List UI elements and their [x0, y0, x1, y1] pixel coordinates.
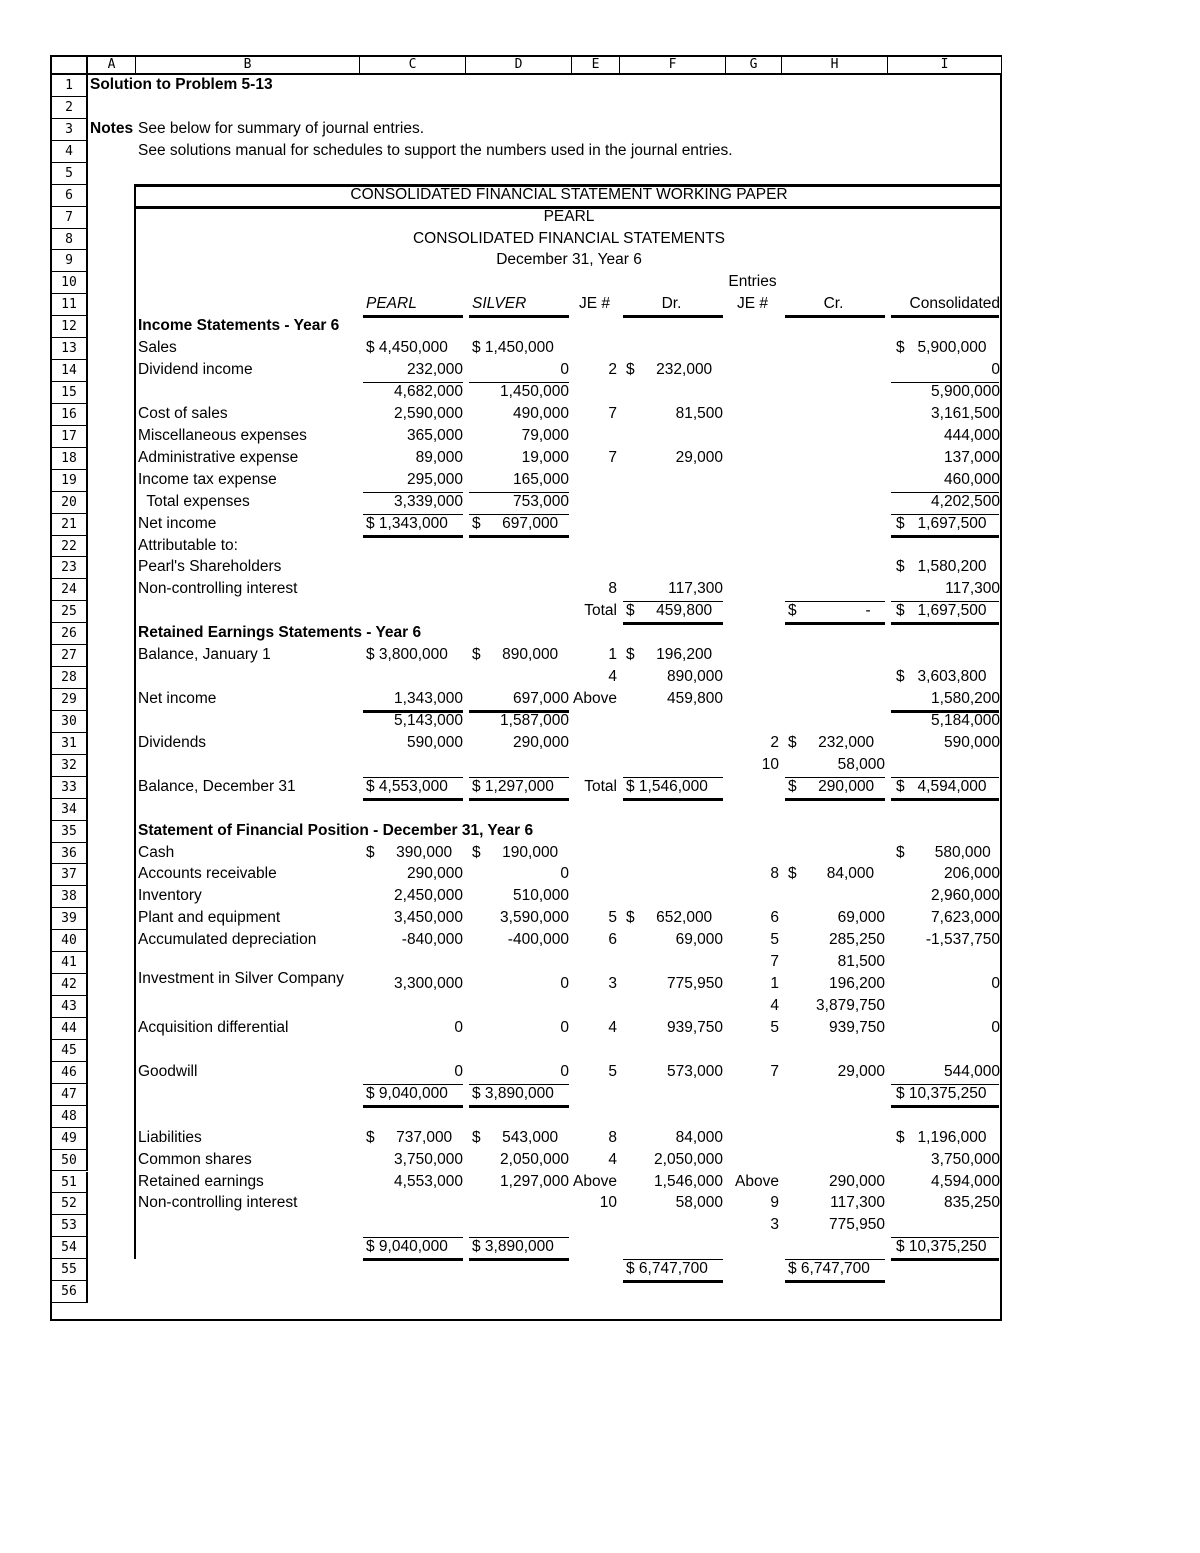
- cell-c11[interactable]: PEARL: [366, 295, 417, 313]
- cell-g31[interactable]: 2: [770, 733, 779, 751]
- cell-i23[interactable]: $ 1,580,200: [896, 558, 987, 576]
- cell-c17[interactable]: 365,000: [406, 426, 463, 444]
- cell-g42[interactable]: 1: [770, 975, 779, 993]
- cell-t8[interactable]: CONSOLIDATED FINANCIAL STATEMENTS: [412, 229, 726, 247]
- row-header-1[interactable]: 1: [52, 75, 88, 97]
- cell-h31[interactable]: $ 232,000: [788, 733, 875, 751]
- row-header-6[interactable]: 6: [52, 185, 88, 207]
- cell-b21[interactable]: Net income: [138, 514, 217, 532]
- cell-b50[interactable]: Common shares: [138, 1150, 252, 1168]
- cell-b23[interactable]: Pearl's Shareholders: [138, 558, 282, 576]
- row-header-32[interactable]: 32: [52, 755, 88, 777]
- row-header-44[interactable]: 44: [52, 1018, 88, 1040]
- row-header-49[interactable]: 49: [52, 1128, 88, 1150]
- cell-i39[interactable]: 7,623,000: [931, 909, 1000, 927]
- column-header-c[interactable]: C: [360, 57, 466, 75]
- cell-g10[interactable]: Entries: [728, 273, 777, 291]
- row-header-43[interactable]: 43: [52, 996, 88, 1018]
- cell-b27[interactable]: Balance, January 1: [138, 646, 271, 664]
- cell-c39[interactable]: 3,450,000: [394, 909, 463, 927]
- cell-f27[interactable]: $ 196,200: [626, 646, 713, 664]
- cell-d31[interactable]: 290,000: [512, 733, 569, 751]
- row-header-36[interactable]: 36: [52, 843, 88, 865]
- cell-d11[interactable]: SILVER: [472, 295, 527, 313]
- cell-h55[interactable]: $ 6,747,700: [788, 1260, 870, 1278]
- cell-i14[interactable]: 0: [991, 361, 1000, 379]
- row-header-54[interactable]: 54: [52, 1237, 88, 1259]
- column-header-h[interactable]: H: [782, 57, 888, 75]
- cell-i13[interactable]: $ 5,900,000: [896, 339, 987, 357]
- cell-e24[interactable]: 8: [608, 580, 617, 598]
- cell-i42[interactable]: 0: [991, 975, 1000, 993]
- cell-i46[interactable]: 544,000: [943, 1062, 1000, 1080]
- cell-g46[interactable]: 7: [770, 1062, 779, 1080]
- cell-c54[interactable]: $ 9,040,000: [366, 1238, 448, 1256]
- cell-h44[interactable]: 939,750: [828, 1018, 885, 1036]
- cell-h52[interactable]: 117,300: [830, 1194, 885, 1212]
- cell-i17[interactable]: 444,000: [943, 426, 1000, 444]
- row-header-40[interactable]: 40: [52, 930, 88, 952]
- cell-f25[interactable]: $ 459,800: [626, 602, 713, 620]
- cell-h39[interactable]: 69,000: [837, 909, 885, 927]
- column-header-b[interactable]: B: [136, 57, 360, 75]
- cell-e44[interactable]: 4: [608, 1018, 617, 1036]
- row-header-25[interactable]: 25: [52, 601, 88, 623]
- cell-b3[interactable]: See below for summary of journal entries.: [138, 119, 425, 137]
- cell-f52[interactable]: 58,000: [675, 1194, 723, 1212]
- cell-h32[interactable]: 58,000: [837, 755, 885, 773]
- cell-g32[interactable]: 10: [761, 755, 779, 773]
- cell-b39[interactable]: Plant and equipment: [138, 909, 281, 927]
- cell-t7[interactable]: PEARL: [543, 207, 595, 225]
- cell-d51[interactable]: 1,297,000: [500, 1172, 569, 1190]
- row-header-4[interactable]: 4: [52, 141, 88, 163]
- cell-e51[interactable]: Above: [573, 1172, 617, 1190]
- cell-i29[interactable]: 1,580,200: [931, 690, 1000, 708]
- column-header-g[interactable]: G: [726, 57, 782, 75]
- cell-i21[interactable]: $ 1,697,500: [896, 514, 987, 532]
- cell-c33[interactable]: $ 4,553,000: [366, 777, 448, 795]
- row-header-42[interactable]: 42: [52, 974, 88, 996]
- cell-f14[interactable]: $ 232,000: [626, 361, 713, 379]
- row-header-5[interactable]: 5: [52, 163, 88, 185]
- cell-b26[interactable]: Retained Earnings Statements - Year 6: [138, 624, 422, 642]
- cell-i15[interactable]: 5,900,000: [931, 383, 1000, 401]
- row-header-30[interactable]: 30: [52, 711, 88, 733]
- rule-line-46: [469, 1258, 569, 1261]
- row-header-50[interactable]: 50: [52, 1150, 88, 1172]
- cell-c37[interactable]: 290,000: [406, 865, 463, 883]
- cell-h33[interactable]: $ 290,000: [788, 777, 875, 795]
- cell-d49[interactable]: $ 543,000: [472, 1128, 559, 1146]
- cell-h43[interactable]: 3,879,750: [816, 997, 885, 1015]
- cell-g44[interactable]: 5: [770, 1018, 779, 1036]
- cell-f51[interactable]: 1,546,000: [654, 1172, 723, 1190]
- cell-c19[interactable]: 295,000: [406, 470, 463, 488]
- cell-c46[interactable]: 0: [454, 1062, 463, 1080]
- cell-d42[interactable]: 0: [560, 975, 569, 993]
- cell-g40[interactable]: 5: [770, 931, 779, 949]
- cell-i50[interactable]: 3,750,000: [931, 1150, 1000, 1168]
- cell-f50[interactable]: 2,050,000: [654, 1150, 723, 1168]
- cell-b12[interactable]: Income Statements - Year 6: [138, 317, 340, 335]
- cell-c27[interactable]: $ 3,800,000: [366, 646, 448, 664]
- cell-f18[interactable]: 29,000: [675, 448, 723, 466]
- cell-f11[interactable]: Dr.: [661, 295, 682, 313]
- cell-i49[interactable]: $ 1,196,000: [896, 1128, 987, 1146]
- row-header-28[interactable]: 28: [52, 667, 88, 689]
- cell-e46[interactable]: 5: [608, 1062, 617, 1080]
- cell-e25[interactable]: Total: [584, 602, 617, 620]
- cell-e52[interactable]: 10: [599, 1194, 617, 1212]
- row-header-9[interactable]: 9: [52, 250, 88, 272]
- row-header-8[interactable]: 8: [52, 229, 88, 251]
- cell-h46[interactable]: 29,000: [837, 1062, 885, 1080]
- cell-h25[interactable]: $ -: [788, 602, 871, 620]
- cell-a3[interactable]: Notes: [90, 119, 134, 137]
- cell-c30[interactable]: 5,143,000: [394, 711, 463, 729]
- cell-i31[interactable]: 590,000: [943, 733, 1000, 751]
- cell-d38[interactable]: 510,000: [512, 887, 569, 905]
- row-header-7[interactable]: 7: [52, 207, 88, 229]
- rule-line-45: [363, 1258, 463, 1261]
- cell-b4[interactable]: See solutions manual for schedules to support the numbers used in the journal entries.: [138, 141, 733, 159]
- cell-g39[interactable]: 6: [770, 909, 779, 927]
- cell-b17[interactable]: Miscellaneous expenses: [138, 426, 307, 444]
- row-header-14[interactable]: 14: [52, 360, 88, 382]
- row-header-16[interactable]: 16: [52, 404, 88, 426]
- column-header-e[interactable]: E: [572, 57, 620, 75]
- cell-i25[interactable]: $ 1,697,500: [896, 602, 987, 620]
- working-paper-left-border: [134, 185, 136, 1260]
- cell-f28[interactable]: 890,000: [666, 668, 723, 686]
- spreadsheet: [50, 55, 1002, 1321]
- cell-b19[interactable]: Income tax expense: [138, 470, 277, 488]
- cell-b29[interactable]: Net income: [138, 690, 217, 708]
- cell-e29[interactable]: Above: [573, 690, 617, 708]
- row-header-51[interactable]: 51: [52, 1172, 88, 1194]
- cell-d16[interactable]: 490,000: [512, 404, 569, 422]
- rule-line-33: [623, 798, 723, 801]
- cell-i52[interactable]: 835,250: [943, 1194, 1000, 1212]
- cell-b13[interactable]: Sales: [138, 339, 177, 357]
- cell-b42[interactable]: Investment in Silver Company: [138, 970, 344, 988]
- row-header-10[interactable]: 10: [52, 272, 88, 294]
- cell-h11[interactable]: Cr.: [823, 295, 844, 313]
- cell-d30[interactable]: 1,587,000: [500, 711, 569, 729]
- cell-g51[interactable]: Above: [735, 1172, 779, 1190]
- row-header-21[interactable]: 21: [52, 514, 88, 536]
- row-header-13[interactable]: 13: [52, 338, 88, 360]
- cell-c13[interactable]: $ 4,450,000: [366, 339, 448, 357]
- cell-c49[interactable]: $ 737,000: [366, 1128, 453, 1146]
- cell-c44[interactable]: 0: [454, 1018, 463, 1036]
- cell-i28[interactable]: $ 3,603,800: [896, 668, 987, 686]
- cell-d33[interactable]: $ 1,297,000: [472, 777, 554, 795]
- row-header-37[interactable]: 37: [52, 864, 88, 886]
- cell-d15[interactable]: 1,450,000: [500, 383, 569, 401]
- cell-g53[interactable]: 3: [770, 1216, 779, 1234]
- cell-d14[interactable]: 0: [560, 361, 569, 379]
- row-header-27[interactable]: 27: [52, 645, 88, 667]
- cell-e49[interactable]: 8: [608, 1128, 617, 1146]
- cell-b38[interactable]: Inventory: [138, 887, 202, 905]
- row-header-35[interactable]: 35: [52, 821, 88, 843]
- row-header-33[interactable]: 33: [52, 777, 88, 799]
- cell-b14[interactable]: Dividend income: [138, 361, 253, 379]
- cell-d36[interactable]: $ 190,000: [472, 843, 559, 861]
- cell-c14[interactable]: 232,000: [406, 361, 463, 379]
- cell-f33[interactable]: $ 1,546,000: [626, 777, 708, 795]
- cell-b18[interactable]: Administrative expense: [138, 448, 299, 466]
- cell-d19[interactable]: 165,000: [512, 470, 569, 488]
- cell-i33[interactable]: $ 4,594,000: [896, 777, 987, 795]
- cell-d40[interactable]: -400,000: [507, 931, 569, 949]
- cell-c40[interactable]: -840,000: [401, 931, 463, 949]
- row-header-46[interactable]: 46: [52, 1062, 88, 1084]
- rule-line-40: [469, 1105, 569, 1108]
- cell-e28[interactable]: 4: [608, 668, 617, 686]
- cell-h41[interactable]: 81,500: [837, 953, 885, 971]
- cell-b16[interactable]: Cost of sales: [138, 404, 228, 422]
- cell-i18[interactable]: 137,000: [943, 448, 1000, 466]
- cell-h42[interactable]: 196,200: [828, 975, 885, 993]
- cell-d54[interactable]: $ 3,890,000: [472, 1238, 554, 1256]
- row-header-29[interactable]: 29: [52, 689, 88, 711]
- cell-b49[interactable]: Liabilities: [138, 1128, 202, 1146]
- cell-h51[interactable]: 290,000: [828, 1172, 885, 1190]
- cell-f42[interactable]: 775,950: [666, 975, 723, 993]
- cell-t9[interactable]: December 31, Year 6: [496, 251, 642, 269]
- cell-b31[interactable]: Dividends: [138, 733, 207, 751]
- cell-c42[interactable]: 3,300,000: [394, 975, 463, 993]
- rule-line-35: [891, 798, 999, 801]
- column-header-i[interactable]: I: [888, 57, 1002, 75]
- cell-e18[interactable]: 7: [608, 448, 617, 466]
- cell-i30[interactable]: 5,184,000: [931, 711, 1000, 729]
- cell-i47[interactable]: $ 10,375,250: [896, 1084, 987, 1102]
- cell-f44[interactable]: 939,750: [666, 1018, 723, 1036]
- row-header-26[interactable]: 26: [52, 623, 88, 645]
- cell-f39[interactable]: $ 652,000: [626, 909, 713, 927]
- cell-b24[interactable]: Non-controlling interest: [138, 580, 298, 598]
- cell-i24[interactable]: 117,300: [945, 580, 1000, 598]
- cell-h40[interactable]: 285,250: [828, 931, 885, 949]
- row-header-31[interactable]: 31: [52, 733, 88, 755]
- cell-i37[interactable]: 206,000: [943, 865, 1000, 883]
- cell-i19[interactable]: 460,000: [943, 470, 1000, 488]
- rule-line-39: [363, 1105, 463, 1108]
- cell-d17[interactable]: 79,000: [521, 426, 569, 444]
- row-header-17[interactable]: 17: [52, 426, 88, 448]
- rule-line-50: [623, 1280, 723, 1283]
- row-header-39[interactable]: 39: [52, 908, 88, 930]
- cell-i54[interactable]: $ 10,375,250: [896, 1238, 987, 1256]
- cell-f40[interactable]: 69,000: [675, 931, 723, 949]
- row-header-23[interactable]: 23: [52, 557, 88, 579]
- rule-line-31: [363, 798, 463, 801]
- cell-e42[interactable]: 3: [608, 975, 617, 993]
- cell-c29[interactable]: 1,343,000: [394, 690, 463, 708]
- row-header-12[interactable]: 12: [52, 316, 88, 338]
- row-header-2[interactable]: 2: [52, 97, 88, 119]
- rule-line-41: [891, 1105, 999, 1108]
- cell-f49[interactable]: 84,000: [675, 1128, 723, 1146]
- cell-e39[interactable]: 5: [608, 909, 617, 927]
- sheet-corner[interactable]: [52, 57, 88, 75]
- row-header-24[interactable]: 24: [52, 579, 88, 601]
- cell-c18[interactable]: 89,000: [415, 448, 463, 466]
- cell-i44[interactable]: 0: [991, 1018, 1000, 1036]
- cell-e14[interactable]: 2: [608, 361, 617, 379]
- cell-g37[interactable]: 8: [770, 865, 779, 883]
- cell-c50[interactable]: 3,750,000: [394, 1150, 463, 1168]
- row-header-55[interactable]: 55: [52, 1259, 88, 1281]
- cell-e27[interactable]: 1: [608, 646, 617, 664]
- rule-line-32: [469, 798, 569, 801]
- column-header-d[interactable]: D: [466, 57, 572, 75]
- cell-b33[interactable]: Balance, December 31: [138, 777, 296, 795]
- cell-b44[interactable]: Acquisition differential: [138, 1018, 289, 1036]
- row-header-18[interactable]: 18: [52, 448, 88, 470]
- cell-d50[interactable]: 2,050,000: [500, 1150, 569, 1168]
- row-header-20[interactable]: 20: [52, 492, 88, 514]
- cell-g11[interactable]: JE #: [736, 295, 768, 313]
- row-header-41[interactable]: 41: [52, 952, 88, 974]
- row-header-34[interactable]: 34: [52, 799, 88, 821]
- cell-e16[interactable]: 7: [608, 404, 617, 422]
- cell-f55[interactable]: $ 6,747,700: [626, 1260, 708, 1278]
- row-header-53[interactable]: 53: [52, 1215, 88, 1237]
- cell-d37[interactable]: 0: [560, 865, 569, 883]
- cell-c20[interactable]: 3,339,000: [394, 492, 463, 510]
- cell-d27[interactable]: $ 890,000: [472, 646, 559, 664]
- cell-c36[interactable]: $ 390,000: [366, 843, 453, 861]
- row-header-56[interactable]: 56: [52, 1281, 88, 1303]
- cell-b37[interactable]: Accounts receivable: [138, 865, 277, 883]
- cell-d44[interactable]: 0: [560, 1018, 569, 1036]
- cell-g43[interactable]: 4: [770, 997, 779, 1015]
- cell-i38[interactable]: 2,960,000: [931, 887, 1000, 905]
- cell-c47[interactable]: $ 9,040,000: [366, 1084, 448, 1102]
- cell-g52[interactable]: 9: [770, 1194, 779, 1212]
- row-header-45[interactable]: 45: [52, 1040, 88, 1062]
- cell-f16[interactable]: 81,500: [675, 404, 723, 422]
- cell-i20[interactable]: 4,202,500: [931, 492, 1000, 510]
- cell-i51[interactable]: 4,594,000: [931, 1172, 1000, 1190]
- row-header-22[interactable]: 22: [52, 536, 88, 558]
- cell-e11[interactable]: JE #: [578, 295, 610, 313]
- cell-e40[interactable]: 6: [608, 931, 617, 949]
- cell-c31[interactable]: 590,000: [406, 733, 463, 751]
- cell-i36[interactable]: $ 580,000: [896, 843, 991, 861]
- cell-i40[interactable]: -1,537,750: [925, 931, 1000, 949]
- cell-a1[interactable]: Solution to Problem 5-13: [90, 76, 273, 93]
- cell-b22[interactable]: Attributable to:: [138, 536, 238, 554]
- row-header-38[interactable]: 38: [52, 886, 88, 908]
- cell-b40[interactable]: Accumulated depreciation: [138, 931, 317, 949]
- column-header-f[interactable]: F: [620, 57, 726, 75]
- cell-b46[interactable]: Goodwill: [138, 1062, 198, 1080]
- row-header-47[interactable]: 47: [52, 1084, 88, 1106]
- cell-c21[interactable]: $ 1,343,000: [366, 514, 448, 532]
- cell-f24[interactable]: 117,300: [668, 580, 723, 598]
- cell-d21[interactable]: $ 697,000: [472, 514, 559, 532]
- cell-c16[interactable]: 2,590,000: [394, 404, 463, 422]
- cell-d20[interactable]: 753,000: [512, 492, 569, 510]
- cell-c38[interactable]: 2,450,000: [394, 887, 463, 905]
- cell-t6[interactable]: CONSOLIDATED FINANCIAL STATEMENT WORKING PAPER: [350, 185, 788, 203]
- cell-d46[interactable]: 0: [560, 1062, 569, 1080]
- row-header-3[interactable]: 3: [52, 119, 88, 141]
- cell-b36[interactable]: Cash: [138, 843, 175, 861]
- cell-g41[interactable]: 7: [770, 953, 779, 971]
- cell-i11[interactable]: Consolidated: [909, 295, 1000, 313]
- cell-b52[interactable]: Non-controlling interest: [138, 1194, 298, 1212]
- cell-d18[interactable]: 19,000: [521, 448, 569, 466]
- cell-h37[interactable]: $ 84,000: [788, 865, 875, 883]
- rule-line-51: [785, 1280, 885, 1283]
- cell-h53[interactable]: 775,950: [828, 1216, 885, 1234]
- cell-e33[interactable]: Total: [584, 777, 617, 795]
- cell-e50[interactable]: 4: [608, 1150, 617, 1168]
- row-header-19[interactable]: 19: [52, 470, 88, 492]
- cell-d47[interactable]: $ 3,890,000: [472, 1084, 554, 1102]
- cell-c15[interactable]: 4,682,000: [394, 383, 463, 401]
- cell-c51[interactable]: 4,553,000: [394, 1172, 463, 1190]
- row-header-11[interactable]: 11: [52, 294, 88, 316]
- cell-i16[interactable]: 3,161,500: [931, 404, 1000, 422]
- cell-b20[interactable]: Total expenses: [138, 492, 250, 510]
- rule-line-34: [785, 798, 885, 801]
- row-header-52[interactable]: 52: [52, 1193, 88, 1215]
- row-header-15[interactable]: 15: [52, 382, 88, 404]
- column-header-a[interactable]: A: [88, 57, 136, 75]
- row-header-48[interactable]: 48: [52, 1106, 88, 1128]
- cell-f29[interactable]: 459,800: [666, 690, 723, 708]
- cell-d39[interactable]: 3,590,000: [500, 909, 569, 927]
- cell-d29[interactable]: 697,000: [512, 690, 569, 708]
- cell-f46[interactable]: 573,000: [666, 1062, 723, 1080]
- cell-d13[interactable]: $ 1,450,000: [472, 339, 554, 357]
- rule-line-47: [891, 1258, 999, 1261]
- cell-b51[interactable]: Retained earnings: [138, 1172, 264, 1190]
- cell-b35[interactable]: Statement of Financial Position - December 31, Year 6: [138, 821, 534, 839]
